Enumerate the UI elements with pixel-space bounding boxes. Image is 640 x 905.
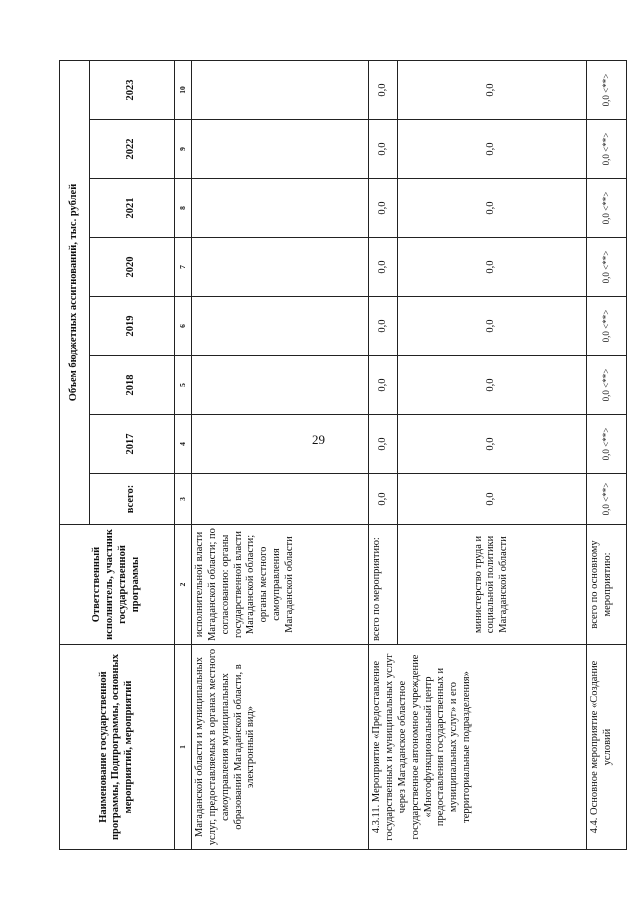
budget-table-rotated <box>59 60 627 850</box>
value-cell: 0,0 <**> <box>586 120 626 179</box>
header-name: Наименование государственной программы, Подпрограммы, основных мероприятий, мероприятий <box>60 645 175 850</box>
value-cell: 0,0 <box>397 120 586 179</box>
value-cell: 0,0 <box>369 356 397 415</box>
column-number: 1 <box>174 645 192 850</box>
value-cell: 0,0 <**> <box>586 356 626 415</box>
row-name-cell: 4.3.11. Мероприятие «Предоставление государственных и муниципальных услуг через Магаданское областное государственное автономное учреждение «Многофункциональный центр предоставления государственных и муниципальных услуг» и его территориальные подразделения» <box>369 645 586 850</box>
header-year: 2021 <box>89 179 174 238</box>
value-cell: 0,0 <box>397 61 586 120</box>
row-executor-cell: всего по мероприятию: <box>369 525 397 645</box>
value-cell: 0,0 <box>369 120 397 179</box>
header-year: 2018 <box>89 356 174 415</box>
header-budget-title: Объем бюджетных ассигнований, тыс. рублей <box>60 61 90 525</box>
header-year: 2022 <box>89 120 174 179</box>
column-number: 7 <box>174 238 192 297</box>
value-cell: 0,0 <box>397 356 586 415</box>
value-cell <box>192 61 369 120</box>
value-cell: 0,0 <**> <box>586 297 626 356</box>
value-cell: 0,0 <box>369 179 397 238</box>
value-cell <box>192 120 369 179</box>
value-cell <box>192 238 369 297</box>
header-year: 2017 <box>89 415 174 474</box>
header-total: всего: <box>89 474 174 525</box>
value-cell: 0,0 <box>397 474 586 525</box>
value-cell <box>192 474 369 525</box>
budget-table <box>59 60 627 850</box>
column-number: 8 <box>174 179 192 238</box>
value-cell: 0,0 <**> <box>586 61 626 120</box>
value-cell: 0,0 <box>397 238 586 297</box>
value-cell: 0,0 <box>369 474 397 525</box>
column-number: 5 <box>174 356 192 415</box>
header-year: 2019 <box>89 297 174 356</box>
value-cell: 0,0 <**> <box>586 415 626 474</box>
column-number: 6 <box>174 297 192 356</box>
row-name-cell: 4.4. Основное мероприятие «Создание условий <box>586 645 626 850</box>
value-cell: 0,0 <box>397 297 586 356</box>
column-number: 4 <box>174 415 192 474</box>
column-number: 2 <box>174 525 192 645</box>
header-executor: Ответственный исполнитель, участник государственной программы <box>60 525 175 645</box>
value-cell: 0,0 <**> <box>586 474 626 525</box>
value-cell <box>192 297 369 356</box>
value-cell: 0,0 <**> <box>586 179 626 238</box>
row-executor-cell: министерство труда и социальной политики Магаданской области <box>397 525 586 645</box>
value-cell: 0,0 <box>369 297 397 356</box>
value-cell <box>192 356 369 415</box>
value-cell: 0,0 <box>397 179 586 238</box>
value-cell: 0,0 <box>369 61 397 120</box>
header-year: 2020 <box>89 238 174 297</box>
value-cell <box>192 415 369 474</box>
value-cell: 0,0 <box>369 415 397 474</box>
row-executor-cell: исполнительной власти Магаданской области; по согласованию: органы государственной власти Магаданской области; органы местного самоуправления Магаданской области <box>192 525 369 645</box>
row-name-cell: Магаданской области и муниципальных услуг, предоставляемых в органах местного самоуправления муниципальных образований Магаданской области, в электронный вид» <box>192 645 369 850</box>
value-cell: 0,0 <box>397 415 586 474</box>
row-executor-cell: всего по основному мероприятию: <box>586 525 626 645</box>
column-number: 9 <box>174 120 192 179</box>
column-number: 10 <box>174 61 192 120</box>
page-number: 29 <box>312 432 325 447</box>
value-cell <box>192 179 369 238</box>
value-cell: 0,0 <box>369 238 397 297</box>
value-cell: 0,0 <**> <box>586 238 626 297</box>
column-number: 3 <box>174 474 192 525</box>
header-year: 2023 <box>89 61 174 120</box>
